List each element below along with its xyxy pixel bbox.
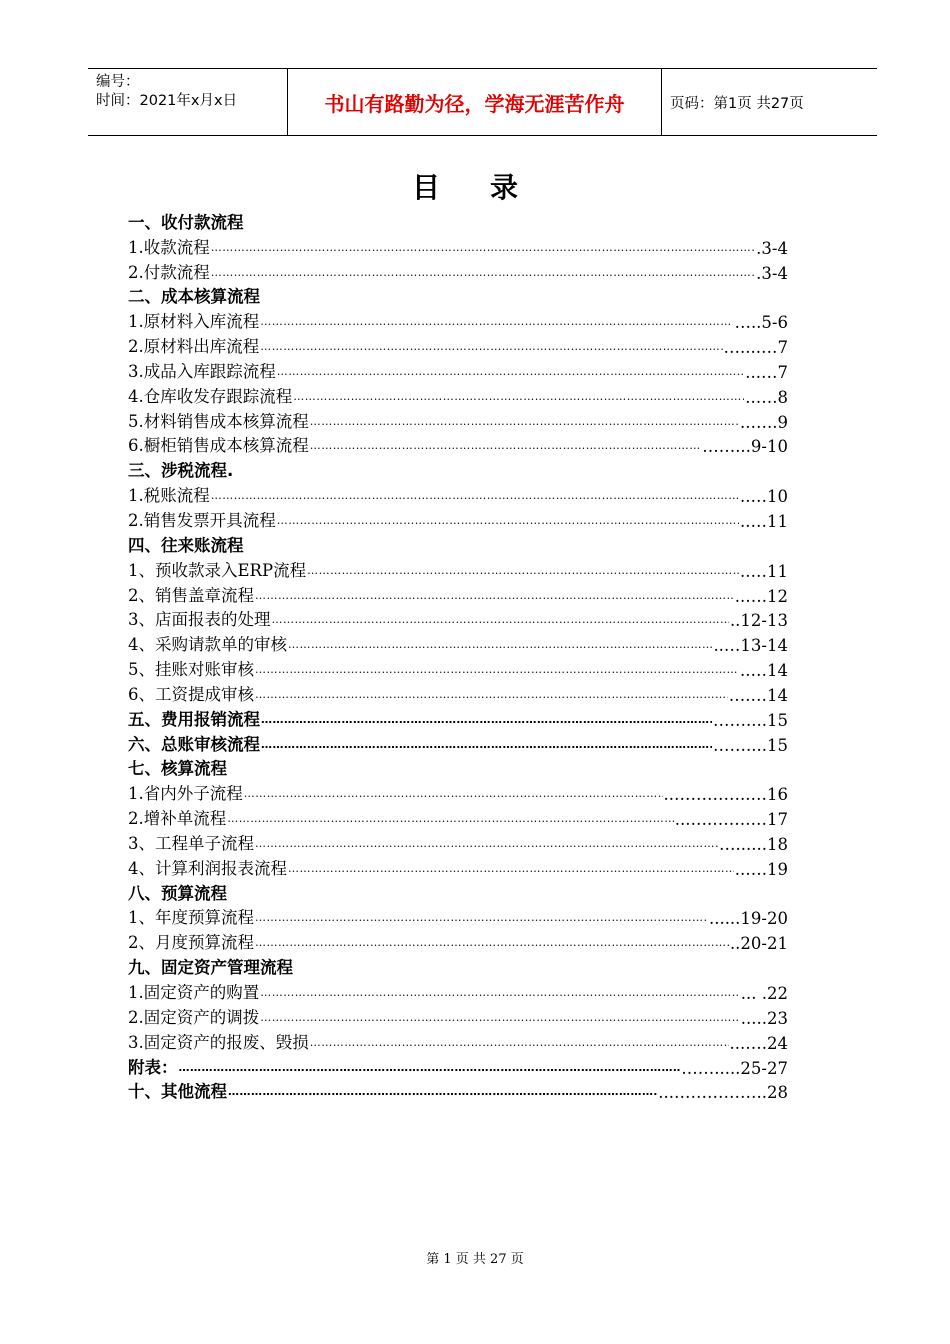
toc-label: 附表： (128, 1057, 178, 1077)
toc-entry-row[interactable] (128, 432, 788, 457)
toc-label: 一、收付款流程 (128, 212, 244, 232)
page-header (88, 68, 877, 136)
toc-section-row[interactable] (128, 953, 788, 978)
toc-label: 五、费用报销流程 (128, 709, 260, 729)
toc-section-row[interactable] (128, 456, 788, 481)
toc-label: 十、其他流程 (128, 1082, 227, 1102)
toc-leader-dots (310, 412, 739, 432)
toc-label: 4、计算利润报表流程 (128, 858, 287, 878)
toc-section-row[interactable] (128, 1053, 788, 1078)
toc-section-row[interactable] (128, 1078, 788, 1103)
toc-leader-dots (260, 337, 722, 357)
toc-label: 1.省内外子流程 (128, 784, 243, 804)
toc-entry-row[interactable] (128, 481, 788, 506)
toc-leader-dots (255, 660, 739, 680)
toc-leader-dots (261, 735, 712, 755)
page-title: 目录 (411, 171, 568, 204)
toc-label: 3.固定资产的报废、毁损 (128, 1032, 309, 1052)
header-meta (88, 69, 288, 135)
toc-entry-row[interactable] (128, 556, 788, 581)
toc-page-number: .3-4 (756, 263, 788, 283)
toc-page-number: ..…..9 (740, 412, 788, 432)
toc-section-row[interactable] (128, 730, 788, 755)
toc-page-number: ..12-13 (729, 611, 788, 631)
toc-label: 七、核算流程 (128, 759, 227, 779)
toc-page-number: ...……………..28 (658, 1083, 788, 1103)
toc-leader-dots (310, 436, 701, 456)
toc-entry-row[interactable] (128, 978, 788, 1003)
toc-leader-dots (255, 908, 708, 928)
toc-entry-row[interactable] (128, 1028, 788, 1053)
toc-leader-dots (244, 784, 663, 804)
toc-leader-dots (179, 1058, 681, 1078)
toc-page-number: ..…11 (740, 511, 788, 531)
toc-leader-dots (293, 387, 744, 407)
toc-page-number: …......18 (719, 834, 788, 854)
toc-label: 九、固定资产管理流程 (128, 958, 293, 978)
toc-label: 1.原材料入库流程 (128, 312, 260, 332)
toc-page-number: ..….19 (734, 859, 788, 879)
toc-leader-dots (211, 486, 739, 506)
toc-page-number: ... .22 (740, 984, 788, 1003)
toc-entry-row[interactable] (128, 904, 788, 929)
toc-leader-dots (260, 1008, 740, 1028)
toc-leader-dots (211, 263, 755, 283)
toc-section-row[interactable] (128, 283, 788, 308)
toc-section-row[interactable] (128, 531, 788, 556)
toc-page-number: ...…7 (745, 362, 788, 382)
toc-leader-dots (255, 834, 718, 854)
toc-entry-row[interactable] (128, 407, 788, 432)
toc-label: 二、成本核算流程 (128, 287, 260, 307)
toc-entry-row[interactable] (128, 581, 788, 606)
toc-page-number: ......19-20 (708, 909, 788, 929)
toc-section-row[interactable] (128, 879, 788, 904)
toc-page-number: ...….24 (729, 1033, 788, 1053)
table-of-contents (128, 208, 788, 1102)
toc-entry-row[interactable] (128, 854, 788, 879)
toc-label: 6.橱柜销售成本核算流程 (128, 436, 309, 456)
toc-entry-row[interactable] (128, 233, 788, 258)
toc-leader-dots (255, 586, 734, 606)
toc-entry-row[interactable] (128, 829, 788, 854)
toc-label: 3、工程单子流程 (128, 833, 254, 853)
header-page-info: 页码：第1页 共27页 (670, 95, 804, 112)
toc-label: 4、采购请款单的审核 (128, 635, 287, 655)
toc-label: 四、往来账流程 (128, 535, 244, 555)
toc-label: 4.仓库收发存跟踪流程 (128, 386, 293, 406)
toc-entry-row[interactable] (128, 630, 788, 655)
toc-page-number: ..20-21 (729, 934, 788, 954)
toc-entry-row[interactable] (128, 506, 788, 531)
toc-label: 2.固定资产的调拨 (128, 1007, 260, 1027)
toc-section-row[interactable] (128, 705, 788, 730)
toc-page-number: …….....25-27 (681, 1058, 788, 1078)
toc-label: 1.收款流程 (128, 237, 210, 257)
time-label: 时间：2021年x月x日 (96, 93, 238, 109)
toc-entry-row[interactable] (128, 357, 788, 382)
header-motto: 书山有路勤为径，学海无涯苦作舟 (288, 69, 662, 135)
toc-section-row[interactable] (128, 755, 788, 780)
toc-page-number: …..5-6 (734, 313, 788, 333)
toc-entry-row[interactable] (128, 332, 788, 357)
toc-label: 三、涉税流程. (128, 461, 234, 481)
toc-entry-row[interactable] (128, 382, 788, 407)
toc-page-number: …....…7 (723, 338, 788, 358)
toc-page-number: ..…11 (740, 561, 788, 581)
toc-entry-row[interactable] (128, 655, 788, 680)
toc-page-number: ……....15 (713, 710, 788, 730)
toc-leader-dots (277, 511, 739, 531)
toc-page-number: ..….8 (745, 387, 788, 407)
toc-leader-dots (255, 933, 729, 953)
toc-label: 1.固定资产的购置 (128, 983, 260, 1002)
toc-label: 1、年度预算流程 (128, 908, 254, 928)
toc-entry-row[interactable] (128, 1003, 788, 1028)
toc-page-number: ..…14 (740, 661, 788, 681)
toc-leader-dots (255, 685, 728, 705)
toc-leader-dots (227, 809, 674, 829)
toc-page-number: ……...9-10 (702, 437, 788, 457)
toc-section-row[interactable] (128, 208, 788, 233)
toc-entry-row[interactable] (128, 258, 788, 283)
toc-page-number: .....23 (740, 1008, 788, 1028)
number-label: 编号： (96, 74, 140, 90)
toc-page-number: ..…………..…16 (663, 785, 788, 805)
toc-leader-dots (260, 983, 740, 1003)
toc-leader-dots (228, 1082, 657, 1102)
page-footer: 第 1 页 共 27 页 (426, 1252, 524, 1267)
toc-label: 2.付款流程 (128, 262, 210, 282)
toc-entry-row[interactable] (128, 928, 788, 953)
toc-leader-dots (310, 1033, 729, 1053)
toc-page-number: ……....15 (713, 735, 788, 755)
toc-entry-row[interactable] (128, 307, 788, 332)
toc-label: 2.原材料出库流程 (128, 337, 260, 357)
toc-leader-dots (288, 635, 712, 655)
toc-leader-dots (260, 312, 733, 332)
toc-label: 1.税账流程 (128, 486, 210, 506)
toc-entry-row[interactable] (128, 606, 788, 631)
toc-page-number: ..…13-14 (713, 636, 788, 656)
toc-label: 2、销售盖章流程 (128, 585, 254, 605)
toc-page-number: ….…14 (728, 685, 788, 705)
toc-label: 3、店面报表的处理 (128, 610, 271, 630)
toc-entry-row[interactable] (128, 779, 788, 804)
toc-leader-dots (272, 610, 729, 630)
toc-label: 2、月度预算流程 (128, 933, 254, 953)
toc-page-number: ..….12 (734, 586, 788, 606)
toc-label: 5.材料销售成本核算流程 (128, 411, 309, 431)
toc-label: 5、挂账对账审核 (128, 660, 254, 680)
toc-label: 3.成品入库跟踪流程 (128, 361, 276, 381)
toc-page-number: ...….…….…17 (674, 810, 788, 830)
toc-entry-row[interactable] (128, 804, 788, 829)
toc-page-number: ..…10 (740, 487, 788, 507)
toc-label: 1、预收款录入ERP流程 (128, 560, 307, 580)
toc-label: 2.增补单流程 (128, 809, 227, 829)
toc-label: 八、预算流程 (128, 883, 227, 903)
toc-leader-dots (307, 561, 739, 581)
toc-entry-row[interactable] (128, 680, 788, 705)
toc-label: 2.销售发票开具流程 (128, 510, 276, 530)
toc-label: 6、工资提成审核 (128, 684, 254, 704)
toc-page-number: .3-4 (756, 238, 788, 258)
toc-leader-dots (261, 710, 712, 730)
toc-leader-dots (277, 362, 745, 382)
toc-leader-dots (211, 238, 755, 258)
toc-leader-dots (288, 859, 734, 879)
toc-label: 六、总账审核流程 (128, 734, 260, 754)
